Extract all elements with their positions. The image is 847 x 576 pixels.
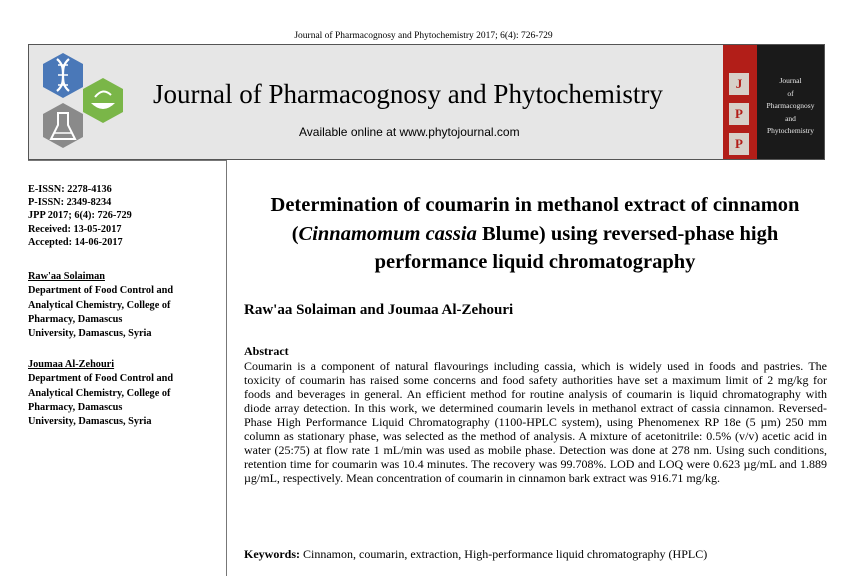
column-divider [226,160,227,576]
affiliation-line: Department of Food Control and [28,285,174,297]
keywords [244,547,707,562]
article-title [240,191,830,277]
jpp-letter: J [729,73,749,95]
affiliation-line: Pharmacy, Damascus [28,313,123,325]
side-text-line: and [785,113,796,123]
title-species: Cinnamomum cassia [298,222,477,245]
affiliation-author: Joumaa Al-Zehouri [28,359,115,370]
title-part: Blume) using reversed-phase high performance liquid chromatography [374,222,779,273]
affiliation-line: Department of Food Control and [28,373,174,385]
affiliation-author: Raw'aa Solaiman [28,271,105,282]
affiliation-line: Analytical Chemistry, College of [28,387,171,399]
abstract-text: Coumarin is a component of natural flavourings including cassia, which is widely used in foods and pastries. The toxicity of coumarin has raised some concerns and food safety authorities have set a maximum limit of 2 mg/kg for foods and beverages in general. An efficient method for routine analysis of coumarin is liquid chromatography with diode array detection. In this work, we determined coumarin levels in methanol extract of cassia cinnamon. Reversed-Phase High Performance Liquid Chromatography (1100-HPLC system), using Phenomenex RP 18e (5 µm) 250 mm column as stationary phase, was selected as the method of analysis. A mixture of acetonitrile: 0.5% (v/v) acetic acid in water (25:75) at flow rate 1 mL/min was used as mobile phase. Detection was done at 278 nm. Using such conditions, retention time for coumarin was 10.4 minutes. The recovery was 99.708%. LOD and LOQ were 0.623 µg/mL and 1.889 µg/mL, respectively. Mean concentration of coumarin in cinnamon bark extract was 916.71 mg/kg. [244,359,827,486]
affiliation-line: Pharmacy, Damascus [28,401,123,413]
journal-banner [28,44,825,160]
article-metadata [28,183,223,249]
journal-side-panel [757,45,824,159]
sidebar-divider [28,160,227,161]
eissn: E-ISSN: 2278-4136 [28,184,112,195]
affiliation-line: University, Damascus, Syria [28,328,152,340]
journal-logo-icon [37,51,127,153]
pissn: P-ISSN: 2349-8234 [28,197,112,209]
affiliation-1 [28,270,223,341]
accepted-date: Accepted: 14-06-2017 [28,236,123,248]
jpp-letter: P [729,103,749,125]
abstract-heading: Abstract [244,344,289,358]
keywords-list: Cinnamon, coumarin, extraction, High-performance liquid chromatography (HPLC) [300,547,708,561]
affiliation-2 [28,358,223,429]
received-date: Received: 13-05-2017 [28,223,122,235]
side-text-line: Pharmacognosy [766,101,815,110]
jpp-letter: P [729,133,749,155]
title-part: Determination of coumarin in methanol extract of cinnamon ( [270,194,800,245]
side-text-line: of [787,88,794,98]
side-text-line: Journal [779,76,802,85]
article-authors: Raw'aa Solaiman and Joumaa Al-Zehouri [244,302,514,318]
side-text-line: Phytochemistry [766,126,815,135]
jpp-citation: JPP 2017; 6(4): 726-729 [28,210,132,222]
journal-name: Journal of Pharmacognosy and Phytochemistry [153,79,663,109]
jpp-logo-strip [723,45,757,159]
keywords-label: Keywords: [244,547,300,561]
affiliation-line: University, Damascus, Syria [28,416,152,428]
journal-website: Available online at www.phytojournal.com [299,125,520,139]
affiliation-line: Analytical Chemistry, College of [28,299,171,311]
running-head: Journal of Pharmacognosy and Phytochemistry 2017; 6(4): 726-729 [294,31,553,41]
